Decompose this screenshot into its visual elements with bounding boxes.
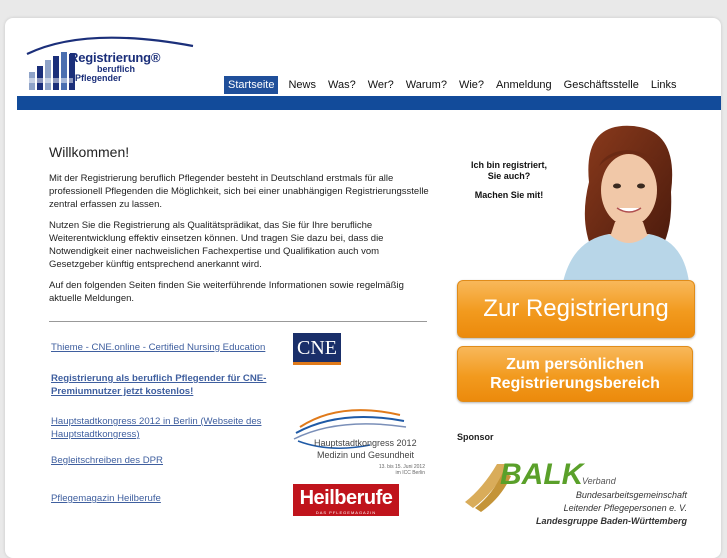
main-navigation [224,76,683,94]
nav-item-warum[interactable]: Warum? [405,79,447,91]
link-cne-online[interactable]: Thieme - CNE.online - Certified Nursing Education [51,342,266,353]
balk-logo-text[interactable]: BALK [500,458,584,491]
intro-paragraph-3: Auf den folgenden Seiten finden Sie weiterführende Informationen sowie regelmäßig aktuelle Meldungen. [49,280,404,304]
heilberufe-logo-subtitle: DAS PFLEGEMAGAZIN [315,510,377,515]
logo-subtitle-1: beruflich [97,64,136,74]
personal-area-line-2: Registrierungsbereich [490,375,660,392]
nav-item-news[interactable]: News [288,79,316,91]
register-button[interactable]: Zur Registrierung [457,280,695,338]
balk-verband: Verband [582,476,616,486]
nav-item-startseite[interactable]: Startseite [224,76,278,94]
header-bar [17,96,721,110]
hauptstadtkongress-date: 13. bis 15. Juni 2012 im ICC Berlin [378,464,425,476]
link-cne-premium[interactable]: Registrierung als beruflich Pflegender für CNE-Premiumnutzer jetzt kostenlos! [51,373,267,397]
welcome-section [49,144,429,313]
personal-area-button[interactable] [457,346,693,402]
callout-line-1: Ich bin registriert, [470,160,548,170]
personal-area-line-1: Zum persönlichen [506,356,644,373]
nav-item-wie[interactable]: Wie? [458,79,485,91]
link-heilberufe[interactable]: Pflegemagazin Heilberufe [51,493,161,504]
intro-paragraph-2: Nutzen Sie die Registrierung als Qualitätsprädikat, das Sie für Ihre berufliche Weiterentwicklung effektiv einsetzen können. Und tragen Sie dazu bei, dass die Notwendigkeit einer nachweislichen Fachexpertise und Qualifikation auch vom Gesetzgeber künftig entsprechend anerkannt wird. [49,220,384,270]
cne-logo-strip [293,362,341,365]
nav-item-links[interactable]: Links [650,79,677,91]
balk-line-2: Leitender Pflegepersonen e. V. [563,503,687,513]
balk-line-1: Bundesarbeitsgemeinschaft [575,490,687,500]
woman-portrait-icon [553,122,689,282]
registration-callout [459,160,559,201]
nav-item-anmeldung[interactable]: Anmeldung [496,79,552,91]
link-dpr-begleitschreiben[interactable]: Begleitschreiben des DPR [51,455,163,466]
section-divider [49,321,427,322]
nav-item-wer[interactable]: Wer? [367,79,394,91]
page-title: Willkommen! [49,144,130,160]
logo-title: Registrierung® [69,50,161,65]
sponsor-label: Sponsor [457,432,494,442]
balk-line-3: Landesgruppe Baden-Württemberg [535,516,687,526]
nav-item-geschaeftsstelle[interactable]: Geschäftsstelle [563,79,639,91]
link-hauptstadtkongress[interactable]: Hauptstadtkongress 2012 in Berlin (Webseite des Hauptstadtkongress) [51,416,262,440]
nav-item-was[interactable]: Was? [327,79,356,91]
heilberufe-logo[interactable]: Heilberufe [293,484,399,516]
hauptstadtkongress-subtitle: Medizin und Gesundheit [317,450,415,460]
hauptstadtkongress-title: Hauptstadtkongress 2012 [314,438,417,448]
cne-logo[interactable]: CNE [293,333,341,365]
page-container [5,18,721,558]
logo-subtitle-2: Pflegender [75,73,122,83]
callout-line-3: Machen Sie mit! [474,190,544,200]
callout-line-2: Sie auch? [487,171,531,181]
intro-paragraph-1: Mit der Registrierung beruflich Pflegender besteht in Deutschland erstmals für alle professionell Pflegenden die Möglichkeit, sich bei einer unabhängigen Registrierungsstelle zentral erfassen zu lassen. [49,173,429,210]
